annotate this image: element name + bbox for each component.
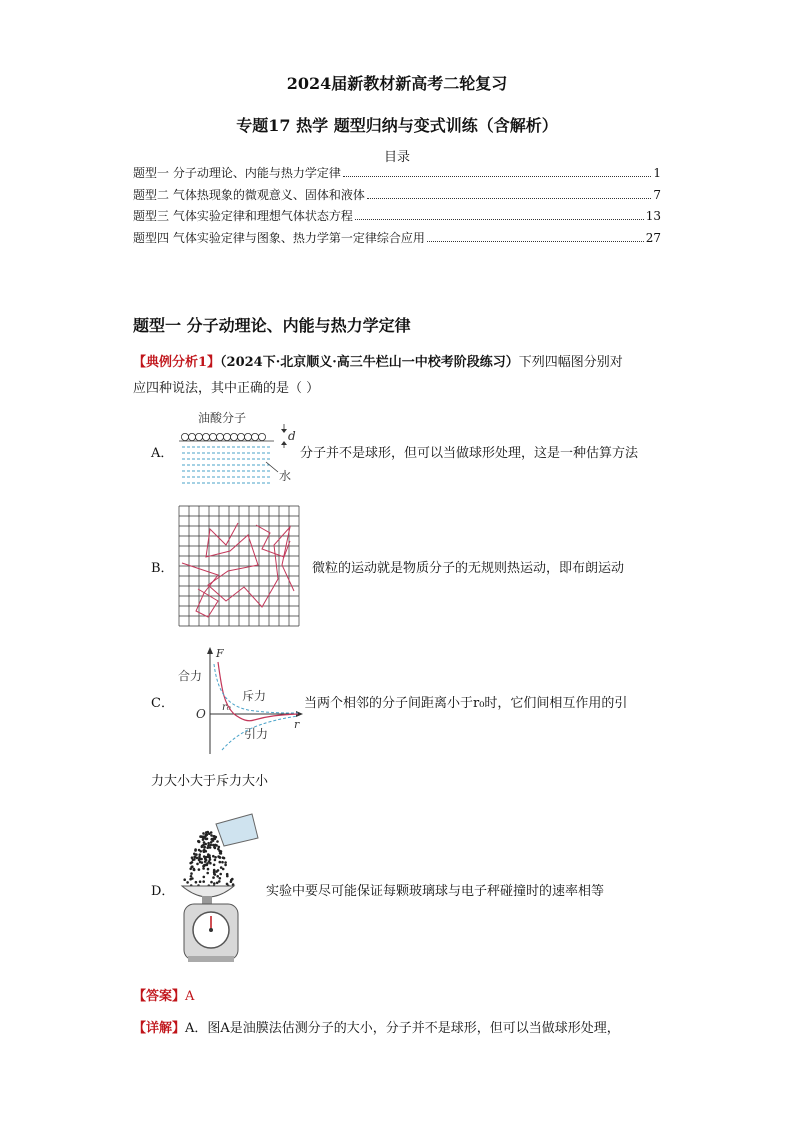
oil-molecule-label: 油酸分子 <box>198 411 247 425</box>
detail-line <box>133 1016 693 1042</box>
question-line2: 应四种说法，其中正确的是（ ） <box>133 381 320 396</box>
repulsion-label: 斥力 <box>242 689 267 703</box>
r0-label: r₀ <box>222 702 231 713</box>
toc-item[interactable] <box>133 165 661 181</box>
option-c-label: C． <box>151 696 174 711</box>
answer-value: A <box>185 989 195 1004</box>
brownian-motion-figure <box>178 505 304 627</box>
option-c-text-line1: 当两个相邻的分子间距离小于r₀时，它们间相互作用的引 <box>304 696 628 711</box>
toc-leader <box>343 176 652 177</box>
oil-molecules <box>181 433 265 440</box>
net-force-label: 合力 <box>178 669 203 683</box>
electronic-scale-figure <box>178 812 264 964</box>
molecular-force-figure <box>178 646 304 756</box>
toc-item[interactable] <box>133 187 661 203</box>
toc-item[interactable] <box>133 208 661 224</box>
origin-label: O <box>196 707 206 721</box>
answer-line <box>133 984 663 1010</box>
question-line1: 下列四幅图分别对 <box>518 355 623 370</box>
option-c-text-line2: 力大小大于斥力大小 <box>151 774 269 789</box>
toc-item-page: 7 <box>653 188 661 202</box>
example-question <box>133 350 663 402</box>
document-title: 2024届新教材新高考二轮复习 <box>286 74 508 93</box>
cup-icon <box>216 814 258 846</box>
option-b-text: 微粒的运动就是物质分子的无规则热运动，即布朗运动 <box>312 561 625 576</box>
toc-leader <box>355 219 644 220</box>
toc-heading: 目录 <box>383 150 410 165</box>
toc-item-page: 27 <box>645 231 661 245</box>
oil-film-figure <box>178 410 300 490</box>
axis-f-label: F <box>216 647 224 660</box>
attraction-label: 引力 <box>244 727 269 741</box>
detail-tag: 【详解】 <box>133 1021 186 1036</box>
scale-pan <box>182 886 234 897</box>
option-d-label: D． <box>151 884 175 899</box>
option-d-text: 实验中要尽可能保证每颗玻璃球与电子秤碰撞时的速率相等 <box>266 884 605 899</box>
example-source: （2024下·北京顺义·高三牛栏山一中校考阶段练习） <box>220 355 519 370</box>
section-heading: 题型一 分子动理论、内能与热力学定律 <box>133 316 411 335</box>
toc-item-page: 13 <box>645 209 661 223</box>
toc-item-page: 1 <box>653 166 661 180</box>
toc-item-label: 题型四 气体实验定律与图象、热力学第一定律综合应用 <box>133 231 425 245</box>
toc-item-label: 题型一 分子动理论、内能与热力学定律 <box>133 166 341 180</box>
example-tag: 【典例分析1】 <box>133 355 221 370</box>
toc-item-label: 题型二 气体热现象的微观意义、固体和液体 <box>133 188 365 202</box>
detail-text: A．图A是油膜法估测分子的大小，分子并不是球形，但可以当做球形处理， <box>185 1021 620 1036</box>
water-lines <box>182 447 272 483</box>
answer-tag: 【答案】 <box>133 989 186 1004</box>
toc-item[interactable] <box>133 230 661 246</box>
document-subtitle: 专题17 热学 题型归纳与变式训练（含解析） <box>236 116 558 135</box>
thickness-d-label: d <box>288 429 296 443</box>
axis-r-label: r <box>294 718 300 731</box>
option-a-text: 分子并不是球形，但可以当做球形处理，这是一种估算方法 <box>300 446 639 461</box>
toc-leader <box>367 198 652 199</box>
option-a-label: A． <box>151 446 174 461</box>
option-b-label: B． <box>151 561 174 576</box>
water-label: 水 <box>279 469 292 483</box>
toc-leader <box>427 241 644 242</box>
toc-item-label: 题型三 气体实验定律和理想气体状态方程 <box>133 209 353 223</box>
